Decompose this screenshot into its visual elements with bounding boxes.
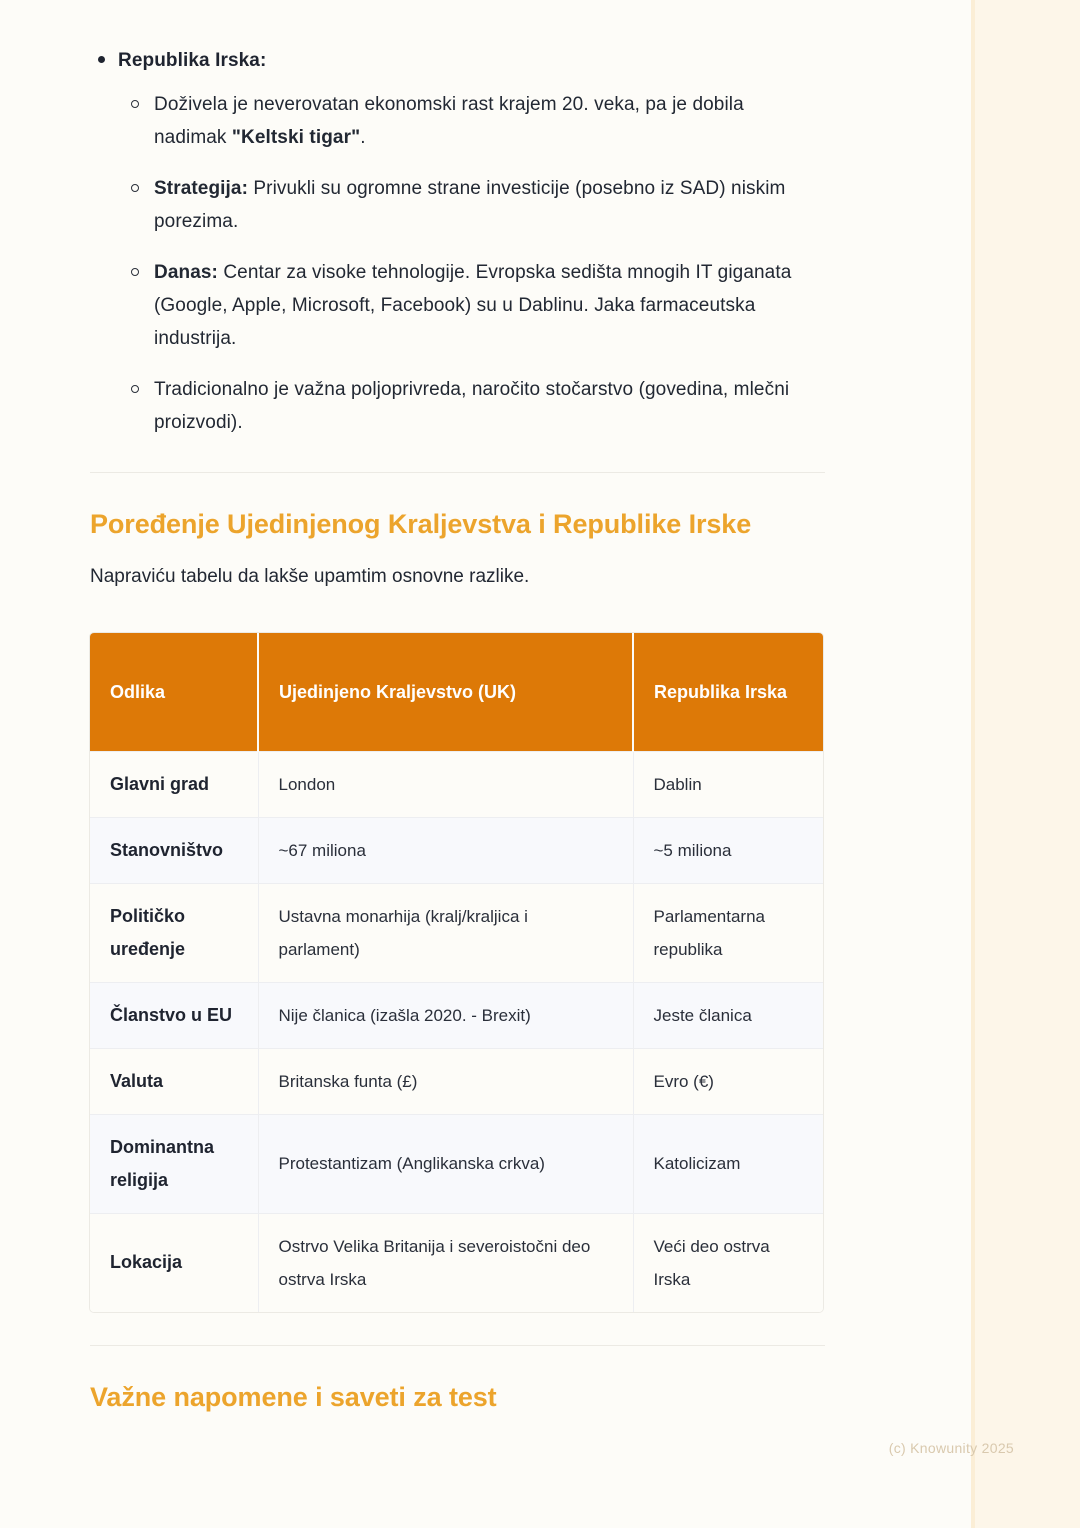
topic-list xyxy=(90,44,885,439)
list-item-text: Privukli su ogromne strane investicije (posebno iz SAD) niskim porezima. xyxy=(154,178,786,232)
list-item xyxy=(154,256,814,355)
page-gutter-strip xyxy=(975,0,1080,1528)
list-item xyxy=(154,172,814,238)
cell-uk: Nije članica (izašla 2020. - Brexit) xyxy=(258,982,633,1048)
subtopic-list xyxy=(118,88,885,439)
table-row xyxy=(90,1048,823,1114)
list-item-lead: Danas: xyxy=(154,262,218,283)
list-item-lead: Strategija: xyxy=(154,178,249,199)
cell-feature: Političko uređenje xyxy=(90,883,258,982)
cell-uk: Ostrvo Velika Britanija i severoistočni deo ostrva Irska xyxy=(258,1213,633,1312)
list-item-text: Centar za visoke tehnologije. Evropska sedišta mnogih IT giganata (Google, Apple, Microsoft, Facebook) su u Dablinu. Jaka farmaceutska industrija. xyxy=(154,262,792,349)
table-row xyxy=(90,883,823,982)
cell-ireland: Parlamentarna republika xyxy=(633,883,823,982)
cell-feature: Lokacija xyxy=(90,1213,258,1312)
section-divider xyxy=(90,472,825,473)
table-row xyxy=(90,1213,823,1312)
table-row xyxy=(90,1114,823,1213)
cell-feature: Stanovništvo xyxy=(90,817,258,883)
table-header xyxy=(90,633,823,751)
comparison-table-container xyxy=(90,633,823,1312)
list-item xyxy=(154,88,814,154)
list-item-text-tail: . xyxy=(360,127,366,148)
list-item-emphasis: "Keltski tigar" xyxy=(231,127,361,148)
cell-feature: Glavni grad xyxy=(90,751,258,817)
intro-paragraph: Napraviću tabelu da lakše upamtim osnovne razlike. xyxy=(90,566,530,587)
cell-ireland: ~5 miliona xyxy=(633,817,823,883)
section-heading-notes: Važne napomene i saveti za test xyxy=(90,1381,497,1412)
bullet-circle-icon xyxy=(131,268,139,276)
cell-ireland: Katolicizam xyxy=(633,1114,823,1213)
list-item xyxy=(154,373,814,439)
bullet-circle-icon xyxy=(131,184,139,192)
table-row xyxy=(90,817,823,883)
table-body xyxy=(90,751,823,1312)
list-item-text: Doživela je neverovatan ekonomski rast krajem 20. veka, pa je dobila nadimak xyxy=(154,94,744,148)
cell-ireland: Dablin xyxy=(633,751,823,817)
list-item-text: Tradicionalno je važna poljoprivreda, naročito stočarstvo (govedina, mlečni proizvodi). xyxy=(154,379,790,433)
cell-uk: Britanska funta (£) xyxy=(258,1048,633,1114)
cell-ireland: Veći deo ostrva Irska xyxy=(633,1213,823,1312)
topic-label: Republika Irska: xyxy=(118,50,267,71)
cell-feature: Valuta xyxy=(90,1048,258,1114)
section-divider-bottom xyxy=(90,1345,825,1346)
cell-ireland: Jeste članica xyxy=(633,982,823,1048)
copyright-watermark: (c) Knowunity 2025 xyxy=(888,1440,1014,1456)
bullet-dot-icon xyxy=(98,56,105,63)
column-header-feature: Odlika xyxy=(90,633,258,751)
cell-uk: Protestantizam (Anglikanska crkva) xyxy=(258,1114,633,1213)
bullet-circle-icon xyxy=(131,100,139,108)
cell-ireland: Evro (€) xyxy=(633,1048,823,1114)
column-header-uk: Ujedinjeno Kraljevstvo (UK) xyxy=(258,633,633,751)
table-header-row xyxy=(90,633,823,751)
cell-uk: London xyxy=(258,751,633,817)
table-row xyxy=(90,751,823,817)
cell-uk: Ustavna monarhija (kralj/kraljica i parlament) xyxy=(258,883,633,982)
page-title: Poređenje Ujedinjenog Kraljevstva i Republike Irske xyxy=(90,509,752,539)
cell-feature: Članstvo u EU xyxy=(90,982,258,1048)
cell-uk: ~67 miliona xyxy=(258,817,633,883)
bullet-circle-icon xyxy=(131,385,139,393)
comparison-table xyxy=(90,633,823,1312)
list-item-republika-irska xyxy=(118,44,885,439)
table-row xyxy=(90,982,823,1048)
column-header-ireland: Republika Irska xyxy=(633,633,823,751)
cell-feature: Dominantna religija xyxy=(90,1114,258,1213)
